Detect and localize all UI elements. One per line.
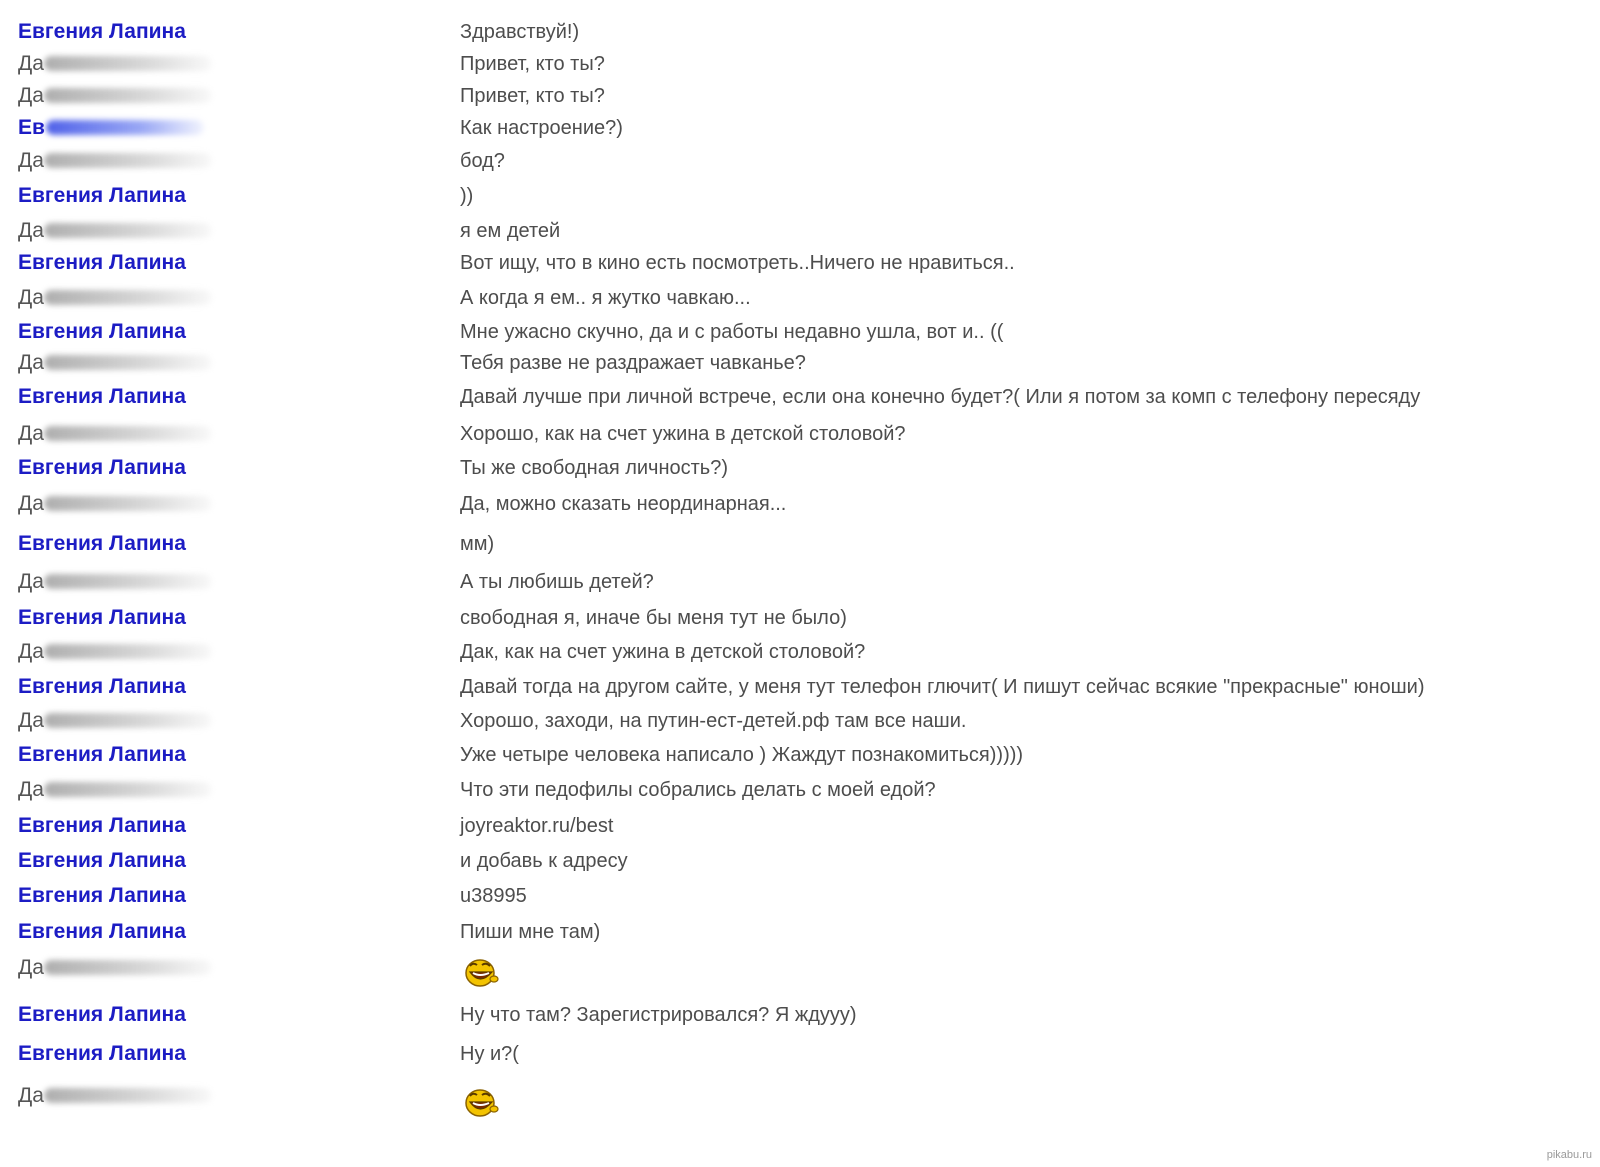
message-text: Пиши мне там)	[460, 921, 601, 943]
message-row	[0, 602, 1600, 632]
message-row	[0, 774, 1600, 804]
sender-name-contact[interactable]: Евгения Лапина	[18, 184, 186, 207]
sender-name-partner[interactable]: Да	[18, 640, 44, 663]
message-text: Давай тогда на другом сайте, у меня тут телефон глючит( И пишут сейчас всякие "прекрасные" юноши)	[460, 676, 1425, 698]
message-text: Да, можно сказать неординарная...	[460, 493, 787, 515]
message-text: u38995	[460, 885, 527, 907]
message-text: Что эти педофилы собрались делать с моей едой?	[460, 779, 936, 801]
sender-name-partner[interactable]: Да	[18, 956, 44, 979]
watermark: pikabu.ru	[1546, 1149, 1592, 1161]
message-text: Ну что там? Зарегистрировался? Я ждууу)	[460, 1004, 857, 1026]
redacted-name-blur	[44, 1088, 212, 1103]
message-row	[0, 528, 1600, 558]
message-row	[0, 810, 1600, 840]
message-text: Мне ужасно скучно, да и с работы недавно ушла, вот и.. ((	[460, 321, 1004, 343]
message-text: Ты же свободная личность?)	[460, 457, 729, 479]
sender-name-partner[interactable]: Да	[18, 709, 44, 732]
message-row	[0, 452, 1600, 482]
message-text: Как настроение?)	[460, 117, 623, 139]
message-row	[0, 16, 1600, 46]
message-row	[0, 916, 1600, 946]
message-row	[0, 48, 1600, 78]
message-row	[0, 739, 1600, 769]
redacted-name-blur	[44, 223, 212, 238]
message-row	[0, 636, 1600, 666]
sender-name-partner[interactable]: Да	[18, 219, 44, 242]
sender-name-partner[interactable]: Да	[18, 570, 44, 593]
redacted-name-blur	[44, 355, 212, 370]
message-row	[0, 180, 1600, 210]
sender-name-partner[interactable]: Да	[18, 149, 44, 172]
message-row	[0, 1038, 1600, 1068]
message-row	[0, 671, 1600, 701]
message-row	[0, 347, 1600, 377]
message-text: мм)	[460, 533, 495, 555]
redacted-name-blur	[44, 426, 212, 441]
sender-name-partner[interactable]: Да	[18, 286, 44, 309]
sender-name-contact[interactable]: Евгения Лапина	[18, 675, 186, 698]
sender-name-partner[interactable]: Да	[18, 492, 44, 515]
message-row	[0, 381, 1600, 411]
message-text: Здравствуй!)	[460, 21, 580, 43]
redacted-name-blur	[44, 88, 212, 103]
message-row	[0, 247, 1600, 277]
sender-name-contact[interactable]: Евгения Лапина	[18, 456, 186, 479]
message-row	[0, 145, 1600, 175]
message-row	[0, 705, 1600, 735]
message-row	[0, 845, 1600, 875]
sender-name-contact[interactable]: Евгения Лапина	[18, 920, 186, 943]
message-text: Дак, как на счет ужина в детской столовой?	[460, 641, 866, 663]
redacted-name-blur	[44, 713, 212, 728]
sender-name-contact[interactable]: Евгения Лапина	[18, 849, 186, 872]
message-text: Хорошо, заходи, на путин-ест-детей.рф там все наши.	[460, 710, 967, 732]
message-row	[0, 215, 1600, 245]
message-text: Уже четыре человека написало ) Жаждут познакомиться)))))	[460, 744, 1024, 766]
message-text: я ем детей	[460, 220, 561, 242]
redacted-name-blur	[44, 496, 212, 511]
sender-name-contact[interactable]: Евгения Лапина	[18, 251, 186, 274]
message-text: свободная я, иначе бы меня тут не было)	[460, 607, 847, 629]
sender-name-partner[interactable]: Да	[18, 84, 44, 107]
message-row	[0, 112, 1600, 142]
sender-name-contact[interactable]: Евгения Лапина	[18, 320, 186, 343]
redacted-name-blur	[44, 960, 212, 975]
sender-name-contact[interactable]: Евгения Лапина	[18, 814, 186, 837]
sender-name-partner[interactable]: Да	[18, 422, 44, 445]
message-text: и добавь к адресу	[460, 850, 628, 872]
message-text: joyreaktor.ru/best	[460, 815, 614, 837]
sender-name-contact[interactable]: Евгения Лапина	[18, 1003, 186, 1026]
message-text: Привет, кто ты?	[460, 85, 605, 107]
redacted-name-blur	[44, 644, 212, 659]
message-row	[0, 566, 1600, 596]
message-row	[0, 316, 1600, 346]
message-row	[0, 282, 1600, 312]
sender-name-contact[interactable]: Евгения Лапина	[18, 884, 186, 907]
sender-name-contact[interactable]: Евгения Лапина	[18, 385, 186, 408]
sender-name-partner[interactable]: Да	[18, 1084, 44, 1107]
message-row	[0, 488, 1600, 518]
laughing-smiley-icon	[464, 956, 500, 988]
sender-name-partner[interactable]: Да	[18, 52, 44, 75]
laughing-smiley-icon	[464, 1086, 500, 1118]
sender-name-contact[interactable]: Евгения Лапина	[18, 532, 186, 555]
message-text: бод?	[460, 150, 505, 172]
sender-name-contact[interactable]: Ев	[18, 116, 45, 139]
redacted-name-blur	[46, 120, 204, 135]
sender-name-contact[interactable]: Евгения Лапина	[18, 1042, 186, 1065]
message-text: Ну и?(	[460, 1043, 519, 1065]
redacted-name-blur	[44, 153, 212, 168]
message-text: А когда я ем.. я жутко чавкаю...	[460, 287, 751, 309]
message-row	[0, 80, 1600, 110]
message-row	[0, 880, 1600, 910]
message-row	[0, 418, 1600, 448]
redacted-name-blur	[44, 574, 212, 589]
sender-name-partner[interactable]: Да	[18, 351, 44, 374]
message-row	[0, 999, 1600, 1029]
message-row	[0, 1080, 1600, 1120]
message-row	[0, 952, 1600, 992]
sender-name-partner[interactable]: Да	[18, 778, 44, 801]
redacted-name-blur	[44, 56, 212, 71]
sender-name-contact[interactable]: Евгения Лапина	[18, 20, 186, 43]
message-text: Хорошо, как на счет ужина в детской столовой?	[460, 423, 906, 445]
sender-name-contact[interactable]: Евгения Лапина	[18, 606, 186, 629]
redacted-name-blur	[44, 782, 212, 797]
message-text: А ты любишь детей?	[460, 571, 654, 593]
sender-name-contact[interactable]: Евгения Лапина	[18, 743, 186, 766]
message-text: Тебя разве не раздражает чавканье?	[460, 352, 806, 374]
message-text: Давай лучше при личной встрече, если она конечно будет?( Или я потом за комп с телефону пересяду	[460, 386, 1421, 408]
redacted-name-blur	[44, 290, 212, 305]
message-text: Вот ищу, что в кино есть посмотреть..Ничего не нравиться..	[460, 252, 1015, 274]
message-text: ))	[460, 185, 474, 207]
message-text: Привет, кто ты?	[460, 53, 605, 75]
